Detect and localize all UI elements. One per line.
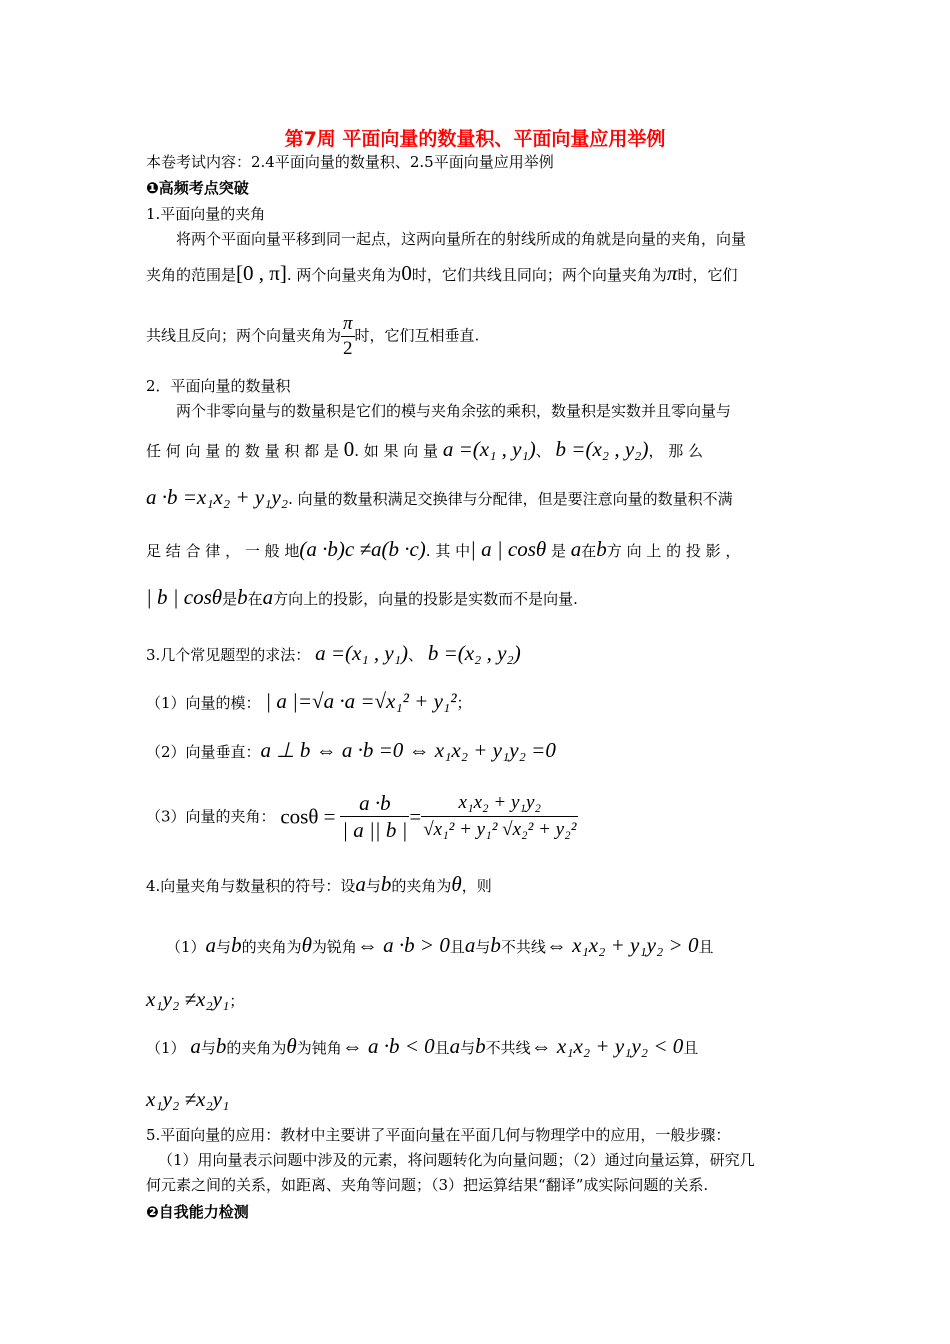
p2-line3: a ·b =x₁x₂ + y₁y₂. 向量的数量积满足交换律与分配律，但是要注意向量的数量积不满 (146, 485, 733, 509)
p4-heading: 4.向量夹角与数量积的符号：设a与b的夹角为θ，则 (146, 872, 492, 896)
angle-fraction-1: $\frac{a \cdot b}{| a || b |}$ (342, 791, 408, 842)
p5-line3: 何元素之间的关系，如距离、夹角等问题；（3）把运算结果“翻译”成实际问题的关系. (146, 1176, 709, 1194)
p2-line4: 足 结 合 律 ， 一 般 地(a ·b)c ≠a(b ·c). 其 中| a | cosθ 是 a在b方 向 上 的 投 影 ， (146, 537, 741, 561)
p1-heading: 1.平面向量的夹角 (146, 205, 266, 223)
p1-line2: 夹角的范围是[0 , π]. 两个向量夹角为0时，它们共线且同向；两个向量夹角为π时，它们 (146, 261, 738, 285)
magnitude-formula: | a |=√a ·a =√x₁² + y₁² (265, 689, 457, 713)
p1-line1: 将两个平面向量平移到同一起点，这两向量所在的射线所成的角就是向量的夹角，向量 (176, 230, 747, 248)
pi-over-2: $\frac{\pi}{2}$ (343, 313, 353, 359)
p2-line2: 任 何 向 量 的 数 量 积 都 是 0. 如 果 向 量 a =(x₁ , y₁)、 b =(x₂ , y₂)， 那 么 (146, 437, 703, 461)
p4-obtuse-row: （1） a与b的夹角为θ为钝角⇔ a ·b < 0且a与b不共线⇔ x₁x₂ + y₁y₂ < 0且 (146, 1034, 699, 1058)
p2-line5: | b | cosθ是b在a方向上的投影，向量的投影是实数而不是向量. (146, 585, 578, 609)
page-title: 第7周 平面向量的数量积、平面向量应用举例 (284, 128, 666, 150)
p5-line2: （1）用向量表示问题中涉及的元素，将问题转化为向量问题；（2）通过向量运算，研究几 (158, 1151, 755, 1169)
p4-obtuse-tail: x₁y₂ ≠x₂y₁ (146, 1087, 230, 1111)
p3-item2: （2）向量垂直：a ⊥ b ⇔ a ·b =0 ⇔ x₁x₂ + y₁y₂ =0 (146, 738, 556, 762)
angle-fraction-2: $\frac{\text{x₁x₂ + y₁y₂}}{\text{√x₁² + y₁² √x₂² + y₂²}}$ (423, 792, 577, 840)
vector-a-def: a =(x₁ , y₁) (442, 437, 536, 461)
section-heading-1: ❶高频考点突破 (146, 179, 249, 197)
p2-line1: 两个非零向量与的数量积是它们的模与夹角余弦的乘积，数量积是实数并且零向量与 (176, 402, 732, 420)
exam-scope: 本卷考试内容：2.4平面向量的数量积、2.5平面向量应用举例 (146, 153, 554, 171)
p3-item1: （1）向量的模： | a |=√a ·a =√x₁² + y₁²； (146, 689, 472, 713)
dot-product-formula: a ·b =x₁x₂ + y₁y₂ (146, 485, 289, 509)
perpendicular-formula: a ⊥ b ⇔ a ·b =0 ⇔ x₁x₂ + y₁y₂ =0 (260, 738, 556, 762)
p2-heading: 2．平面向量的数量积 (146, 377, 291, 395)
p4-acute-row: （1）a与b的夹角为θ为锐角⇔ a ·b > 0且a与b不共线⇔ x₁x₂ + y₁y₂ > 0且 (166, 933, 714, 957)
p1-line3: 共线且反向；两个向量夹角为 $\frac{\pi}{2}$ 时，它们互相垂直. (146, 313, 480, 359)
p5-line1: 5.平面向量的应用：教材中主要讲了平面向量在平面几何与物理学中的应用，一般步骤： (146, 1126, 731, 1144)
associative-formula: (a ·b)c ≠a(b ·c) (299, 537, 426, 561)
vector-b-def: b =(x₂ , y₂) (555, 437, 649, 461)
p4-acute-tail: x₁y₂ ≠x₂y₁； (146, 987, 245, 1011)
p3-item3: （3）向量的夹角： cosθ = $\frac{a \cdot b}{| a || b |}$ = $\frac{\text{x₁x₂ + y₁y₂}}{\text{√x₁² + y₁² √x₂² + y₂²}}$ (146, 791, 577, 842)
section-heading-2: ❷自我能力检测 (146, 1203, 249, 1221)
p3-heading: 3.几个常见题型的求法： a =(x₁ , y₁)、 b =(x₂ , y₂) (146, 641, 521, 665)
angle-range: [0 , π] (236, 261, 287, 285)
